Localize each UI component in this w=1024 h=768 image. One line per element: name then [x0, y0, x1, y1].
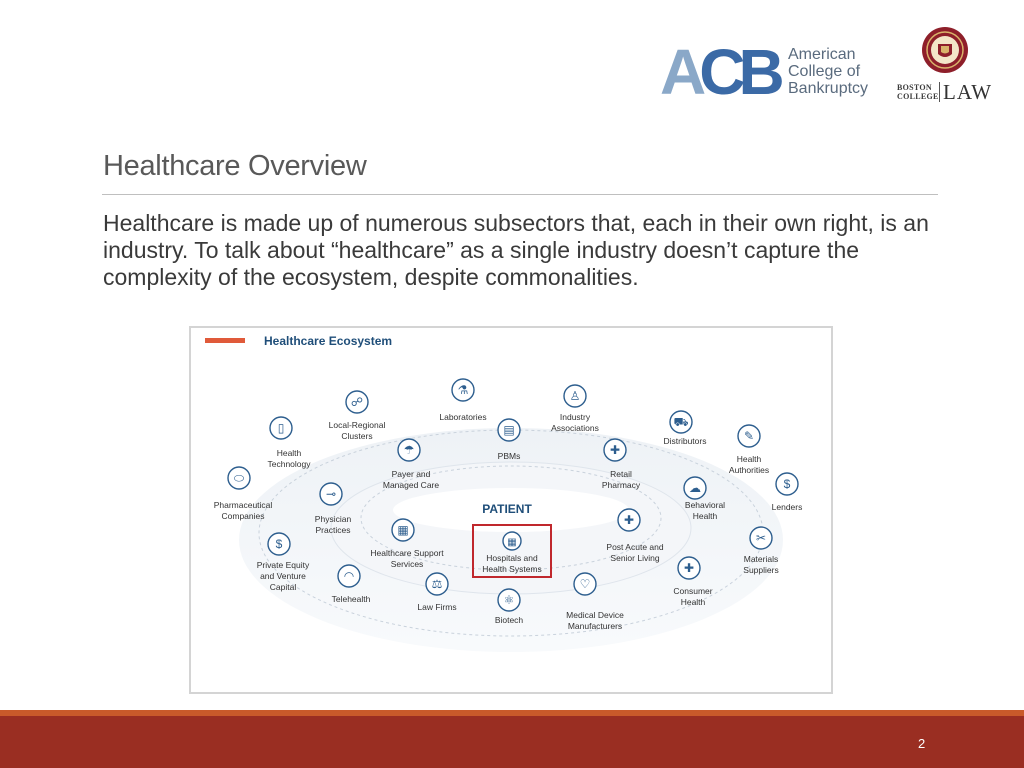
ecosystem-label-materials-suppliers: Materials	[743, 554, 779, 564]
highlight-label: Hospitals and	[486, 553, 538, 563]
ecosystem-diagram	[191, 328, 831, 692]
ecosystem-label-health-authorities: Health	[736, 454, 762, 464]
podium-icon-glyph: ♙	[569, 389, 581, 403]
hospital-icon-glyph: ▦	[507, 537, 517, 548]
footer-stripe	[0, 710, 1024, 716]
ecosystem-label-consumer-health: Health	[680, 597, 706, 607]
ecosystem-label-pharmaceutical-companies: Companies	[221, 511, 265, 521]
page-number: 2	[918, 736, 926, 751]
ecosystem-label-post-acute-senior-living: Post Acute and	[606, 542, 664, 552]
ecosystem-label-healthcare-support-services: Healthcare Support	[370, 548, 444, 558]
ecosystem-label-retail-pharmacy: Pharmacy	[601, 480, 641, 490]
bc-law: LAW	[943, 80, 993, 104]
device-icon-glyph: ▦	[397, 523, 409, 537]
ecosystem-label-payer-managed-care: Payer and	[391, 469, 431, 479]
dollar-cycle-icon-glyph: $	[275, 537, 283, 551]
bc-name: BOSTON COLLEGE	[897, 83, 939, 101]
ecosystem-label-industry-associations: Associations	[551, 423, 599, 433]
ecosystem-label-medical-device-manufacturers: Manufacturers	[567, 621, 623, 631]
ecosystem-label-medical-device-manufacturers: Medical Device	[566, 610, 624, 620]
pills-icon-glyph: ⬭	[233, 471, 245, 485]
ecosystem-label-post-acute-senior-living: Senior Living	[610, 553, 660, 563]
flask-icon-glyph: ⚗	[457, 383, 469, 397]
acb-logo-letters: ACB	[660, 36, 778, 108]
cross-circle-icon-glyph: ✚	[683, 561, 695, 575]
ecosystem-label-local-regional-clusters: Local-Regional	[328, 420, 386, 430]
ecosystem-item-laboratories	[439, 379, 486, 422]
ecosystem-label-behavioral-health: Behavioral	[684, 500, 726, 510]
ecosystem-label-behavioral-health: Health	[692, 511, 718, 521]
ecosystem-label-private-equity-venture-capital: Private Equity	[256, 560, 310, 570]
care-hand-icon-glyph: ✚	[623, 513, 635, 527]
title-divider	[102, 194, 938, 195]
ecosystem-label-local-regional-clusters: Clusters	[341, 431, 373, 441]
ecosystem-label-health-technology: Technology	[267, 459, 311, 469]
stethoscope-icon-glyph: ⊸	[325, 487, 337, 501]
ecosystem-item-distributors	[664, 411, 707, 446]
ecosystem-item-health-technology	[267, 417, 311, 469]
ecosystem-label-health-authorities: Authorities	[728, 465, 770, 475]
acb-logo-words: American College of Bankruptcy	[788, 46, 869, 97]
ecosystem-label-consumer-health: Consumer	[673, 586, 713, 596]
tablet-icon-glyph: ▯	[277, 421, 285, 435]
healthcare-ecosystem-figure	[189, 326, 833, 694]
tools-icon-glyph: ✂	[755, 531, 767, 545]
seal-icon	[921, 26, 969, 74]
ecosystem-label-telehealth: Telehealth	[331, 594, 371, 604]
ecosystem-label-distributors: Distributors	[663, 436, 707, 446]
atom-icon-glyph: ⚛	[503, 593, 515, 607]
network-icon-glyph: ☍	[350, 395, 364, 409]
figure-accent-bar	[205, 338, 245, 343]
boston-college-law-logo	[895, 26, 1000, 106]
ecosystem-label-materials-suppliers: Suppliers	[743, 565, 779, 575]
ecosystem-label-lenders: Lenders	[771, 502, 803, 512]
ecosystem-item-lenders	[772, 473, 803, 512]
clipboard-icon-glyph: ▤	[503, 423, 515, 437]
figure-title: Healthcare Ecosystem	[264, 334, 393, 348]
acb-logo	[660, 36, 875, 108]
umbrella-icon-glyph: ☂	[403, 443, 415, 457]
ecosystem-label-biotech: Biotech	[494, 615, 524, 625]
money-hand-icon-glyph: $	[783, 477, 791, 491]
ecosystem-label-pharmaceutical-companies: Pharmaceutical	[213, 500, 273, 510]
certificate-icon-glyph: ✎	[743, 429, 755, 443]
slide-title: Healthcare Overview	[103, 150, 367, 182]
ecosystem-label-physician-practices: Practices	[315, 525, 351, 535]
bc-divider	[939, 82, 940, 102]
pharmacy-icon-glyph: ✚	[609, 443, 621, 457]
ecosystem-label-physician-practices: Physician	[314, 514, 352, 524]
ecosystem-label-private-equity-venture-capital: Capital	[269, 582, 297, 592]
heartbeat-icon-glyph: ♡	[579, 577, 591, 591]
slide-body-text: Healthcare is made up of numerous subsectors that, each in their own right, is an industry. To talk about “healthcare” as a single industry doesn’t capture the complexity of the ecosystem, despite commonalities.	[103, 210, 929, 290]
scales-icon-glyph: ⚖	[431, 577, 443, 591]
ecosystem-label-payer-managed-care: Managed Care	[382, 480, 440, 490]
footer-band	[0, 710, 1024, 768]
center-label: PATIENT	[482, 502, 532, 516]
ecosystem-item-local-regional-clusters	[329, 391, 386, 441]
ecosystem-label-private-equity-venture-capital: and Venture	[260, 571, 306, 581]
ecosystem-label-industry-associations: Industry	[559, 412, 591, 422]
ecosystem-item-health-authorities	[729, 425, 769, 475]
ecosystem-label-laboratories: Laboratories	[439, 412, 487, 422]
highlight-label: Health Systems	[482, 564, 542, 574]
ecosystem-label-law-firms: Law Firms	[417, 602, 457, 612]
ecosystem-label-healthcare-support-services: Services	[390, 559, 424, 569]
headset-icon-glyph: ◠	[343, 569, 355, 583]
ecosystem-label-health-technology: Health	[276, 448, 302, 458]
brain-icon-glyph: ☁	[689, 481, 701, 495]
ecosystem-label-pbms: PBMs	[497, 451, 521, 461]
ecosystem-item-industry-associations	[551, 385, 599, 433]
ecosystem-label-retail-pharmacy: Retail	[610, 469, 632, 479]
truck-icon-glyph: ⛟	[673, 415, 689, 429]
